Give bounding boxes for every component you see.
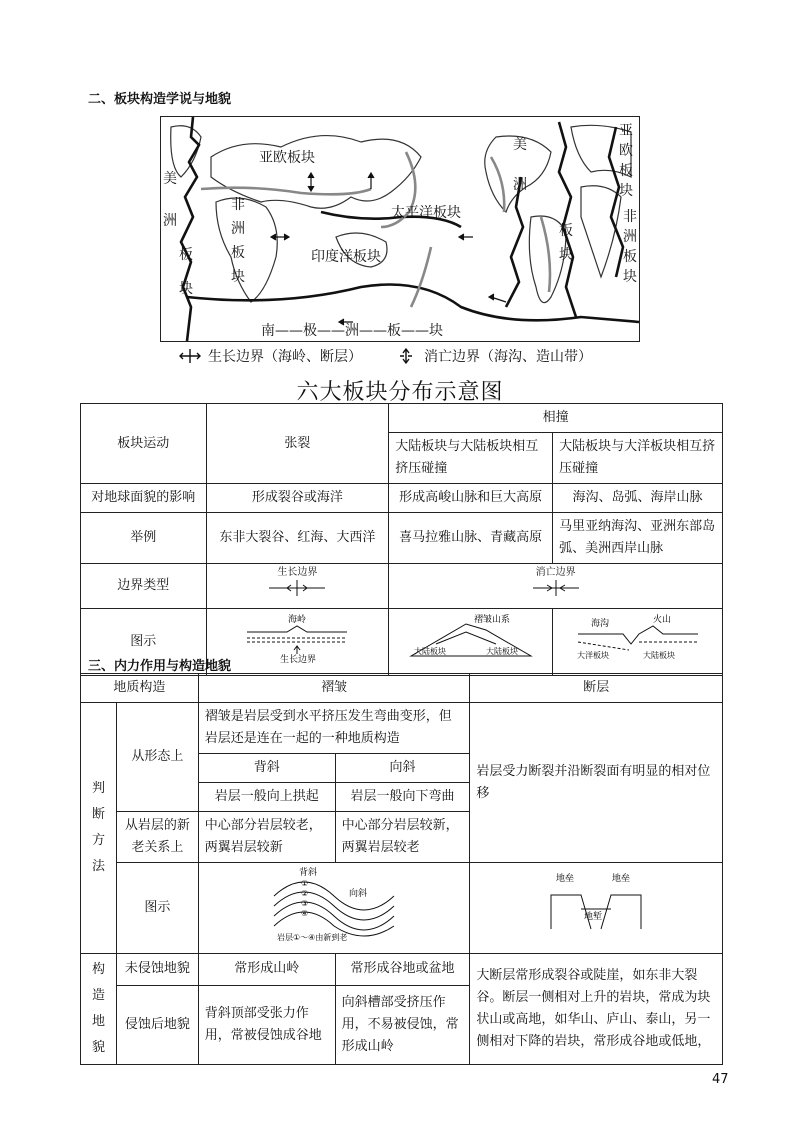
label-eurasia-r1: 亚 <box>619 123 633 139</box>
map-legend <box>178 346 592 366</box>
trench-diagram <box>573 612 703 664</box>
fig-trench <box>553 609 723 676</box>
cell-subduction-boundary <box>389 564 723 609</box>
label-africa-r1: 非 <box>623 209 637 225</box>
eroded-label: 侵蚀后地貌 <box>116 985 198 1064</box>
land-char-4: 貌 <box>91 1040 105 1055</box>
label-america-3: 板 <box>559 223 573 239</box>
legend-growth-label: 生长边界（海岭、断层） <box>208 349 362 365</box>
fig-cont1-label: 大陆板块 <box>413 647 446 656</box>
cell-growth-boundary <box>206 564 389 609</box>
th-motion: 板块运动 <box>81 404 207 484</box>
fold-fig-n1: ① <box>301 879 309 888</box>
fold-fig-caption: 岩层①～④由新到老 <box>277 933 348 942</box>
label-left-america: 美 <box>163 171 177 187</box>
plate-map <box>160 116 640 342</box>
fig-ridge <box>206 609 389 676</box>
label-africa-r4: 块 <box>623 269 637 285</box>
th-structure: 地质构造 <box>81 674 199 703</box>
label-africa-1: 非 <box>231 197 245 213</box>
subduction-boundary-icon <box>394 347 418 365</box>
label-america-2: 洲 <box>513 177 527 193</box>
fold-fig-n2: ② <box>301 889 309 898</box>
cell-example-tension: 东非大裂谷、红海、大西洋 <box>206 513 389 564</box>
cell-example-cc: 喜马拉雅山脉、青藏高原 <box>389 513 553 564</box>
subduction-boundary-icon <box>531 579 581 597</box>
fig-fold-label: 褶皱山系 <box>473 615 510 625</box>
th-anticline: 背斜 <box>198 754 335 783</box>
map-caption: 六大板块分布示意图 <box>296 380 504 405</box>
fig-volcano-label: 火山 <box>652 615 671 625</box>
judge-char-3: 方 <box>91 833 105 848</box>
section-3-title: 三、内力作用与构造地貌 <box>88 659 232 674</box>
age-label: 从岩层的新老关系上 <box>116 812 198 863</box>
fig-ridge-label: 海岭 <box>288 615 307 625</box>
th-fault: 断层 <box>470 674 723 703</box>
fig-cont2-label: 大陆板块 <box>485 647 518 656</box>
uneroded-anticline: 常形成山岭 <box>198 954 335 986</box>
landform-label <box>81 954 117 1065</box>
th-cont-ocean: 大陆板块与大洋板块相互挤压碰撞 <box>553 433 723 484</box>
fold-fig-anti-label: 背斜 <box>299 868 318 878</box>
fault-diagram <box>546 869 646 939</box>
growth-boundary-caption: 生长边界 <box>277 567 318 578</box>
fold-figure <box>198 863 470 954</box>
fig-label: 图示 <box>116 863 198 954</box>
label-eurasia-r4: 块 <box>619 183 633 199</box>
th-syncline: 向斜 <box>335 754 470 783</box>
growth-boundary-icon <box>267 579 327 597</box>
cell-example-co: 马里亚纳海沟、亚洲东部岛弧、美洲西岸山脉 <box>553 513 723 564</box>
land-char-1: 构 <box>91 962 105 977</box>
cell-effect-tension: 形成裂谷或海洋 <box>206 484 389 513</box>
label-america-1: 美 <box>513 137 527 153</box>
label-africa-2: 洲 <box>231 221 245 237</box>
ridge-diagram <box>242 612 352 664</box>
label-antarctic-plate: 南——极——洲——板——块 <box>261 323 443 339</box>
fault-fig-horst2: 地垒 <box>612 874 631 884</box>
label-left-kuai: 块 <box>179 281 193 297</box>
label-eurasia-r3: 板 <box>619 163 633 179</box>
fault-description: 岩层受力断裂并沿断裂面有明显的相对位移 <box>470 703 723 863</box>
land-char-2: 造 <box>91 988 105 1003</box>
growth-boundary-icon <box>178 347 202 365</box>
fig-trench-label: 海沟 <box>590 619 609 629</box>
section-2-title: 二、板块构造学说与地貌 <box>88 92 232 107</box>
fig-growth-label: 生长边界 <box>280 655 317 664</box>
th-collide: 相撞 <box>389 404 723 433</box>
label-left-zhou: 洲 <box>163 213 177 229</box>
row-effect-label: 对地球面貌的影响 <box>81 484 207 513</box>
cell-effect-cc: 形成高峻山脉和巨大高原 <box>389 484 553 513</box>
label-pacific-plate: 太平洋板块 <box>391 205 461 221</box>
judge-method-label <box>81 703 117 954</box>
th-tension: 张裂 <box>206 404 389 484</box>
judge-char-2: 断 <box>91 807 105 822</box>
row-example-label: 举例 <box>81 513 207 564</box>
eroded-anticline: 背斜顶部受张力作用，常被侵蚀成谷地 <box>198 985 335 1064</box>
label-indian-plate: 印度洋板块 <box>311 249 381 265</box>
subduction-boundary-caption: 消亡边界 <box>535 567 576 578</box>
fold-fig-n3: ③ <box>301 899 309 908</box>
label-africa-3: 板 <box>231 245 245 261</box>
plate-motion-table <box>80 403 723 676</box>
fig-ocean-label: 大洋板块 <box>576 651 609 660</box>
structure-landform-table <box>80 673 723 1065</box>
fig-cont3-label: 大陆板块 <box>642 651 675 660</box>
fault-landform: 大断层常形成裂谷或陡崖，如东非大裂谷。断层一侧相对上升的岩块，常成为块状山或高地，如华山、庐山、泰山，另一侧相对下降的岩块，常形成谷地或低地， <box>470 954 723 1065</box>
th-fold: 褶皱 <box>198 674 470 703</box>
fig-fold-mountain <box>389 609 553 676</box>
syncline-shape: 岩层一般向下弯曲 <box>335 783 470 812</box>
judge-char-1: 判 <box>91 781 105 796</box>
label-left-ban: 板 <box>179 247 193 263</box>
eroded-syncline: 向斜槽部受挤压作用，不易被侵蚀，常形成山岭 <box>335 985 470 1064</box>
label-america-4: 块 <box>559 247 573 263</box>
fault-fig-graben: 地堑 <box>584 912 603 922</box>
label-africa-r3: 板 <box>623 249 637 265</box>
anticline-age: 中心部分岩层较老，两翼岩层较新 <box>198 812 335 863</box>
syncline-age: 中心部分岩层较新，两翼岩层较老 <box>335 812 470 863</box>
row-boundary-label: 边界类型 <box>81 564 207 609</box>
fold-fig-syn-label: 向斜 <box>349 889 368 899</box>
th-cont-cont: 大陆板块与大陆板块相互挤压碰撞 <box>389 433 553 484</box>
fold-diagram <box>269 866 399 942</box>
fold-fig-n4: ④ <box>301 909 309 918</box>
cell-effect-co: 海沟、岛弧、海岸山脉 <box>553 484 723 513</box>
fold-description: 褶皱是岩层受到水平挤压发生弯曲变形，但岩层还是连在一起的一种地质构造 <box>198 703 470 754</box>
legend-subduction-label: 消亡边界（海沟、造山带） <box>424 349 592 365</box>
fold-mountain-diagram <box>406 612 536 664</box>
anticline-shape: 岩层一般向上拱起 <box>198 783 335 812</box>
label-africa-r2: 洲 <box>623 229 637 245</box>
land-char-3: 地 <box>91 1014 105 1029</box>
label-africa-4: 块 <box>231 269 245 285</box>
page-number: 47 <box>712 1072 729 1087</box>
label-eurasia-plate: 亚欧板块 <box>259 150 315 166</box>
row-figure-label: 图示 <box>81 609 207 676</box>
judge-char-4: 法 <box>91 859 105 874</box>
fault-figure <box>470 863 723 954</box>
uneroded-syncline: 常形成谷地或盆地 <box>335 954 470 986</box>
uneroded-label: 未侵蚀地貌 <box>116 954 198 986</box>
fault-fig-horst1: 地垒 <box>556 874 575 884</box>
form-label: 从形态上 <box>116 703 198 812</box>
label-eurasia-r2: 欧 <box>619 143 633 159</box>
